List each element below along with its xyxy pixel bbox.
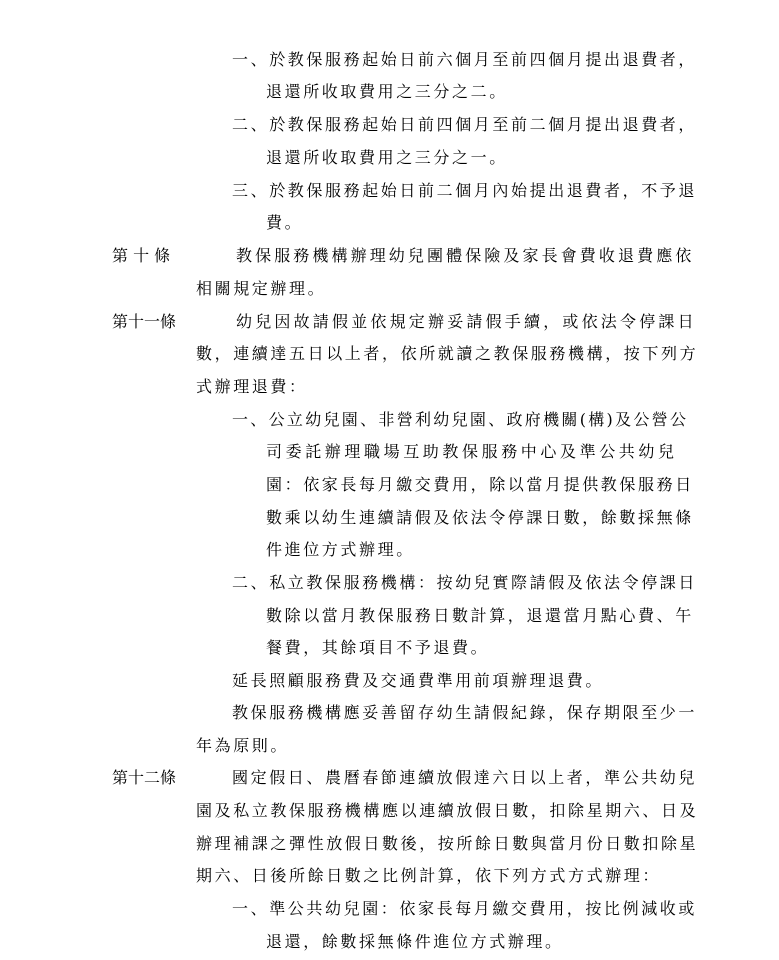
art11-item-1-line-4: 數乘以幼生連續請假及依法令停課日數，餘數採無條: [266, 508, 694, 527]
art11-item-1-line-5: 件進位方式辦理。: [266, 540, 415, 559]
art11-line-3: 式辦理退費：: [196, 377, 308, 396]
art9-item-2-line-2: 退還所收取費用之三分之一。: [266, 148, 508, 167]
art9-item-1-line-2: 退還所收取費用之三分之二。: [266, 82, 508, 101]
art11-item-2-line-1: 二、私立教保服務機構：按幼兒實際請假及依法令停課日: [232, 573, 698, 592]
art11-para-2: 延長照顧服務費及交通費準用前項辦理退費。: [232, 671, 605, 690]
art11-item-2-line-2: 數除以當月教保服務日數計算，退還當月點心費、午: [266, 606, 694, 625]
art12-line-3: 辦理補課之彈性放假日數後，按所餘日數與當月份日數扣除星: [196, 834, 699, 853]
art12-line-1: 國定假日、農曆春節連續放假達六日以上者，準公共幼兒: [232, 768, 698, 787]
art12-item-1-line-2: 退還，餘數採無條件進位方式辦理。: [266, 932, 564, 951]
art11-line-2: 數，連續達五日以上者，依所就讀之教保服務機構，按下列方: [196, 344, 699, 363]
art9-item-3-line-1: 三、於教保服務起始日前二個月內始提出退費者，不予退: [232, 181, 698, 200]
art9-item-3-line-2: 費。: [266, 213, 304, 232]
art11-para-3-line-2: 年為原則。: [196, 736, 290, 755]
article-10-label: 第 十 條: [112, 246, 171, 265]
article-12-label: 第十二條: [112, 768, 177, 787]
art9-item-1-line-1: 一、於教保服務起始日前六個月至前四個月提出退費者，: [232, 50, 698, 69]
art11-item-1-line-2: 司委託辦理職場互助教保服務中心及準公共幼兒: [266, 442, 678, 461]
art12-item-1-line-1: 一、準公共幼兒園：依家長每月繳交費用，按比例減收或: [232, 899, 698, 918]
art11-item-1-line-3: 園：依家長每月繳交費用，除以當月提供教保服務日: [266, 475, 694, 494]
art11-para-3-line-1: 教保服務機構應妥善留存幼生請假紀錄，保存期限至少一: [232, 703, 698, 722]
art10-line-1: 教保服務機構辦理幼兒團體保險及家長會費收退費應依: [236, 246, 695, 265]
art11-item-1-line-1: 一、公立幼兒園、非營利幼兒園、政府機關(構)及公營公: [232, 410, 689, 429]
art9-item-2-line-1: 二、於教保服務起始日前四個月至前二個月提出退費者，: [232, 115, 698, 134]
article-11-label: 第十一條: [112, 312, 177, 331]
art12-line-4: 期六、日後所餘日數之比例計算，依下列方式方式辦理：: [196, 866, 662, 885]
art11-item-2-line-3: 餐費，其餘項目不予退費。: [266, 638, 490, 657]
art12-line-2: 園及私立教保服務機構應以連續放假日數，扣除星期六、日及: [196, 801, 699, 820]
art11-line-1: 幼兒因故請假並依規定辦妥請假手續，或依法令停課日: [236, 312, 697, 331]
art10-line-2: 相關規定辦理。: [196, 279, 327, 298]
